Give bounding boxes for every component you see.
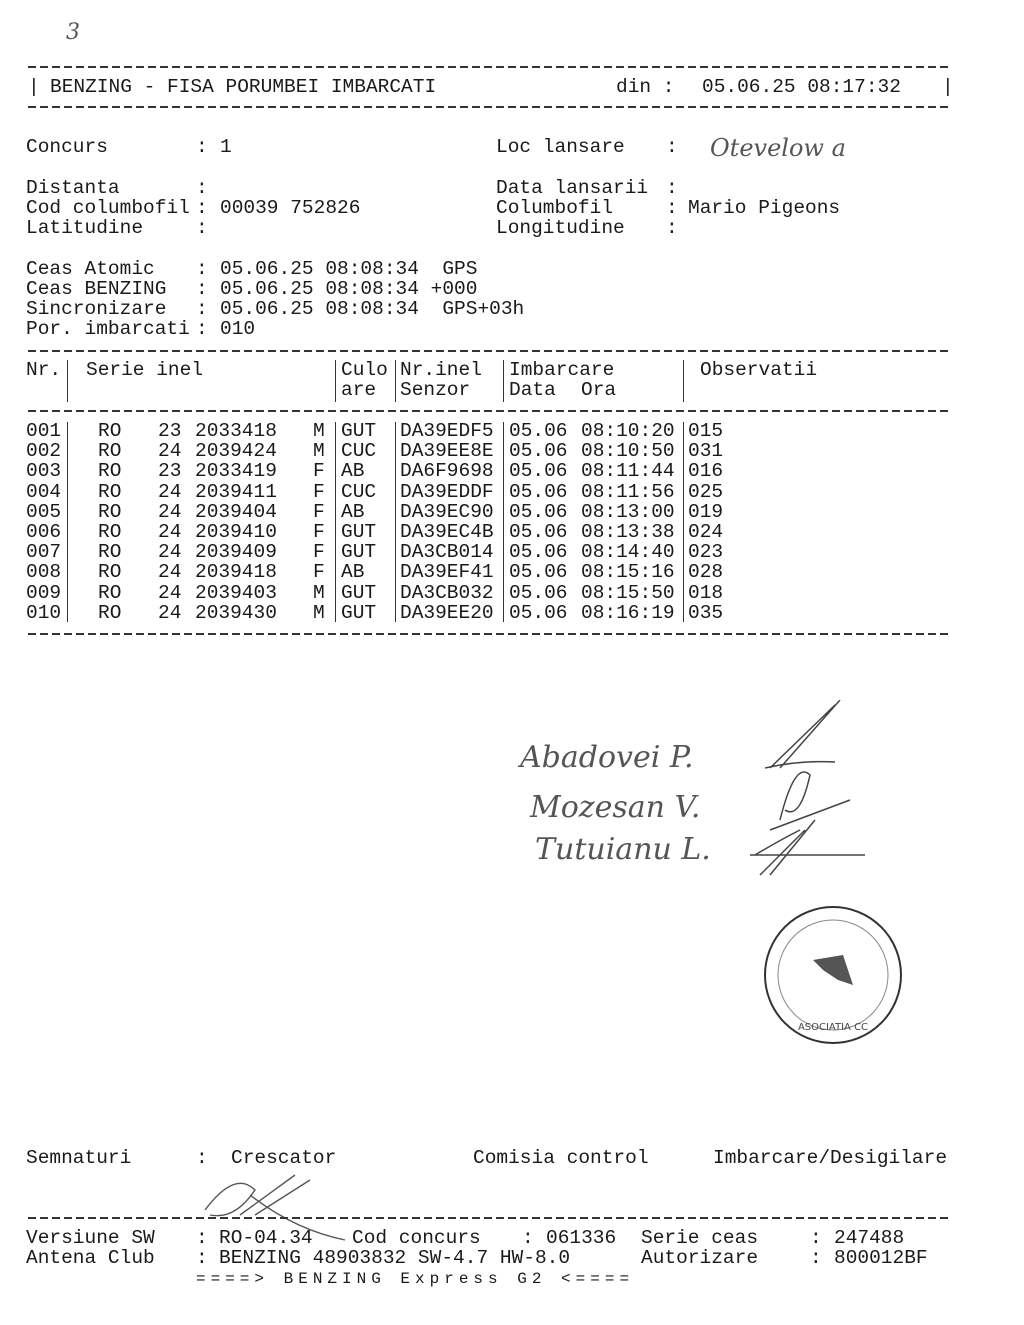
cell-date: 05.06 <box>509 440 568 463</box>
cell-year: 24 <box>158 480 182 503</box>
cell-obs: 028 <box>688 561 724 584</box>
cod-columbofil-label: Cod columbofil <box>26 197 190 219</box>
cell-year: 24 <box>158 561 182 584</box>
cell-nr: 002 <box>26 440 62 463</box>
cell-country: RO <box>98 480 122 503</box>
cell-sex: M <box>313 581 325 604</box>
cell-obs: 035 <box>688 601 724 624</box>
cell-year: 24 <box>158 581 182 604</box>
cell-date: 05.06 <box>509 601 568 624</box>
col-observatii: Observatii <box>700 359 818 381</box>
cell-year: 24 <box>158 440 182 463</box>
autorizare-value: 800012BF <box>834 1247 928 1269</box>
colon: : <box>196 177 208 199</box>
divider <box>28 633 952 635</box>
col-imbarcare: Imbarcare <box>509 359 615 381</box>
cell-nr: 008 <box>26 561 62 584</box>
cell-year: 24 <box>158 500 182 523</box>
table-row <box>0 522 1024 542</box>
table-row <box>0 562 1024 582</box>
cell-country: RO <box>98 561 122 584</box>
cell-obs: 015 <box>688 420 724 442</box>
antena-label: Antena Club <box>26 1247 155 1269</box>
cell-ring: 2033418 <box>195 420 277 442</box>
cell-country: RO <box>98 460 122 483</box>
cell-sensor: DA39EF41 <box>400 561 494 584</box>
cell-year: 23 <box>158 460 182 483</box>
sincronizare-value: 05.06.25 08:08:34 GPS+03h <box>220 298 525 320</box>
cell-time: 08:15:16 <box>581 561 675 584</box>
cell-country: RO <box>98 581 122 604</box>
antena-value: BENZING 48903832 SW-4.7 HW-8.0 <box>219 1247 571 1269</box>
cell-country: RO <box>98 601 122 624</box>
cell-ring: 2039411 <box>195 480 277 503</box>
cell-color: AB <box>341 561 365 584</box>
col-nr: Nr. <box>26 359 62 381</box>
colon: : <box>810 1247 822 1269</box>
commission-member-3: Tutuianu L. <box>535 832 711 867</box>
cell-year: 24 <box>158 601 182 624</box>
table-row <box>0 441 1024 461</box>
cell-country: RO <box>98 541 122 564</box>
page-number-mark: 3 <box>66 20 80 45</box>
cell-obs: 019 <box>688 500 724 523</box>
cell-date: 05.06 <box>509 420 568 442</box>
cell-sex: F <box>313 480 325 503</box>
data-lansarii-label: Data lansarii <box>496 177 649 199</box>
table-row <box>0 603 1024 623</box>
cell-color: GUT <box>341 420 377 442</box>
cell-time: 08:11:44 <box>581 460 675 483</box>
loc-lansare-label: Loc lansare <box>496 136 625 158</box>
columbofil-value: Mario Pigeons <box>688 197 841 219</box>
cell-sensor: DA39EC4B <box>400 521 494 543</box>
cell-year: 23 <box>158 420 182 442</box>
col-senzor: Senzor <box>400 379 471 401</box>
page-title: BENZING - FISA PORUMBEI IMBARCATI <box>50 76 437 98</box>
sincronizare-label: Sincronizare <box>26 298 167 320</box>
cell-sensor: DA39EE8E <box>400 440 494 463</box>
longitudine-label: Longitudine <box>496 217 625 239</box>
colon: : <box>196 1247 208 1269</box>
cell-sex: F <box>313 500 325 523</box>
cell-sex: F <box>313 460 325 483</box>
ceas-atomic-label: Ceas Atomic <box>26 258 155 280</box>
cell-time: 08:13:00 <box>581 500 675 523</box>
table-row <box>0 482 1024 502</box>
colon: : <box>196 258 208 280</box>
header-bar-right: | <box>942 76 954 98</box>
col-ora: Ora <box>581 379 617 401</box>
cell-nr: 001 <box>26 420 62 442</box>
cell-time: 08:13:38 <box>581 521 675 543</box>
versiune-label: Versiune SW <box>26 1227 155 1249</box>
cell-ring: 2039403 <box>195 581 277 604</box>
cell-sex: F <box>313 541 325 564</box>
ceas-benzing-label: Ceas BENZING <box>26 278 167 300</box>
date-value: 05.06.25 08:17:32 <box>702 76 901 98</box>
porumbei-imbarcati-label: Por. imbarcati <box>26 318 190 340</box>
cell-obs: 018 <box>688 581 724 604</box>
cell-nr: 005 <box>26 500 62 523</box>
cell-time: 08:10:50 <box>581 440 675 463</box>
col-nr-inel: Nr.inel <box>400 359 482 381</box>
loc-lansare-handwritten: Otevelow a <box>710 134 846 162</box>
cell-obs: 031 <box>688 440 724 463</box>
divider <box>28 410 952 412</box>
cell-date: 05.06 <box>509 480 568 503</box>
cell-sex: M <box>313 601 325 624</box>
cell-color: AB <box>341 460 365 483</box>
colon: : <box>196 278 208 300</box>
cell-date: 05.06 <box>509 541 568 564</box>
col-culoare: Culo <box>341 359 388 381</box>
concurs-value: 1 <box>220 136 232 158</box>
cod-concurs-value: 061336 <box>546 1227 617 1249</box>
colon: : <box>196 136 208 158</box>
cod-concurs-label: Cod concurs <box>352 1227 481 1249</box>
colon: : <box>666 177 678 199</box>
cell-country: RO <box>98 420 122 442</box>
cell-ring: 2039409 <box>195 541 277 564</box>
cell-color: GUT <box>341 521 377 543</box>
divider <box>28 350 952 352</box>
cell-date: 05.06 <box>509 521 568 543</box>
cell-sensor: DA39EDF5 <box>400 420 494 442</box>
cell-ring: 2039418 <box>195 561 277 584</box>
cell-nr: 009 <box>26 581 62 604</box>
cell-obs: 024 <box>688 521 724 543</box>
colon: : <box>196 1147 208 1169</box>
col-data: Data <box>509 379 556 401</box>
cell-color: GUT <box>341 581 377 604</box>
cell-country: RO <box>98 500 122 523</box>
colon: : <box>666 136 678 158</box>
semnaturi-label: Semnaturi <box>26 1147 132 1169</box>
col-culoare-2: are <box>341 379 377 401</box>
cell-date: 05.06 <box>509 561 568 584</box>
autorizare-label: Autorizare <box>641 1247 759 1269</box>
colon: : <box>196 298 208 320</box>
comisia-label: Comisia control <box>473 1147 649 1169</box>
cell-obs: 025 <box>688 480 724 503</box>
cell-nr: 006 <box>26 521 62 543</box>
svg-text:ASOCIATIA CC: ASOCIATIA CC <box>797 1022 869 1033</box>
header-bar-left: | <box>28 76 40 98</box>
cell-nr: 007 <box>26 541 62 564</box>
commission-signatures <box>740 700 880 890</box>
cell-color: CUC <box>341 440 377 463</box>
cell-time: 08:11:56 <box>581 480 675 503</box>
crescator-label: Crescator <box>231 1147 337 1169</box>
concurs-label: Concurs <box>26 136 108 158</box>
colon: : <box>196 197 208 219</box>
cell-date: 05.06 <box>509 500 568 523</box>
divider <box>28 66 952 68</box>
colon: : <box>196 318 208 340</box>
cell-ring: 2039404 <box>195 500 277 523</box>
colon: : <box>810 1227 822 1249</box>
colon: : <box>196 1227 208 1249</box>
cell-sex: F <box>313 521 325 543</box>
versiune-value: RO-04.34 <box>219 1227 313 1249</box>
distanta-label: Distanta <box>26 177 120 199</box>
cell-obs: 023 <box>688 541 724 564</box>
cell-color: GUT <box>341 601 377 624</box>
col-serie-inel: Serie inel <box>86 359 204 381</box>
divider <box>28 106 952 108</box>
cell-sex: F <box>313 561 325 584</box>
latitudine-label: Latitudine <box>26 217 144 239</box>
columbofil-label: Columbofil <box>496 197 614 219</box>
cell-year: 24 <box>158 521 182 543</box>
commission-member-2: Mozesan V. <box>530 790 701 825</box>
cell-sensor: DA3CB014 <box>400 541 494 564</box>
porumbei-imbarcati-value: 010 <box>220 318 256 340</box>
cell-ring: 2039424 <box>195 440 277 463</box>
colon: : <box>196 217 208 239</box>
cell-country: RO <box>98 440 122 463</box>
divider <box>28 1217 952 1219</box>
table-row <box>0 461 1024 481</box>
cell-sex: M <box>313 420 325 442</box>
cell-color: AB <box>341 500 365 523</box>
cell-ring: 2039430 <box>195 601 277 624</box>
cell-obs: 016 <box>688 460 724 483</box>
colon: : <box>522 1227 534 1249</box>
benzing-banner: ====> BENZING Express G2 <==== <box>196 1270 635 1288</box>
cell-nr: 003 <box>26 460 62 483</box>
ceas-benzing-value: 05.06.25 08:08:34 +000 <box>220 278 478 300</box>
commission-member-1: Abadovei P. <box>520 740 694 775</box>
cell-sensor: DA6F9698 <box>400 460 494 483</box>
cell-ring: 2033419 <box>195 460 277 483</box>
cell-date: 05.06 <box>509 460 568 483</box>
cell-time: 08:15:50 <box>581 581 675 604</box>
ceas-atomic-value: 05.06.25 08:08:34 GPS <box>220 258 478 280</box>
cell-sex: M <box>313 440 325 463</box>
cell-date: 05.06 <box>509 581 568 604</box>
table-row <box>0 542 1024 562</box>
cell-sensor: DA3CB032 <box>400 581 494 604</box>
date-label: din : <box>616 76 675 98</box>
cell-country: RO <box>98 521 122 543</box>
table-row <box>0 583 1024 603</box>
club-stamp <box>758 905 908 1050</box>
cell-color: GUT <box>341 541 377 564</box>
cell-sensor: DA39EDDF <box>400 480 494 503</box>
cell-nr: 004 <box>26 480 62 503</box>
cell-year: 24 <box>158 541 182 564</box>
cod-columbofil-value: 00039 752826 <box>220 197 361 219</box>
cell-sensor: DA39EE20 <box>400 601 494 624</box>
cell-time: 08:16:19 <box>581 601 675 624</box>
colon: : <box>666 217 678 239</box>
cell-color: CUC <box>341 480 377 503</box>
cell-sensor: DA39EC90 <box>400 500 494 523</box>
serie-ceas-value: 247488 <box>834 1227 905 1249</box>
table-row <box>0 502 1024 522</box>
imbarcare-label: Imbarcare/Desigilare <box>713 1147 948 1169</box>
cell-ring: 2039410 <box>195 521 277 543</box>
cell-nr: 010 <box>26 601 62 624</box>
colon: : <box>666 197 678 219</box>
cell-time: 08:10:20 <box>581 420 675 442</box>
table-row <box>0 421 1024 441</box>
cell-time: 08:14:40 <box>581 541 675 564</box>
serie-ceas-label: Serie ceas <box>641 1227 759 1249</box>
